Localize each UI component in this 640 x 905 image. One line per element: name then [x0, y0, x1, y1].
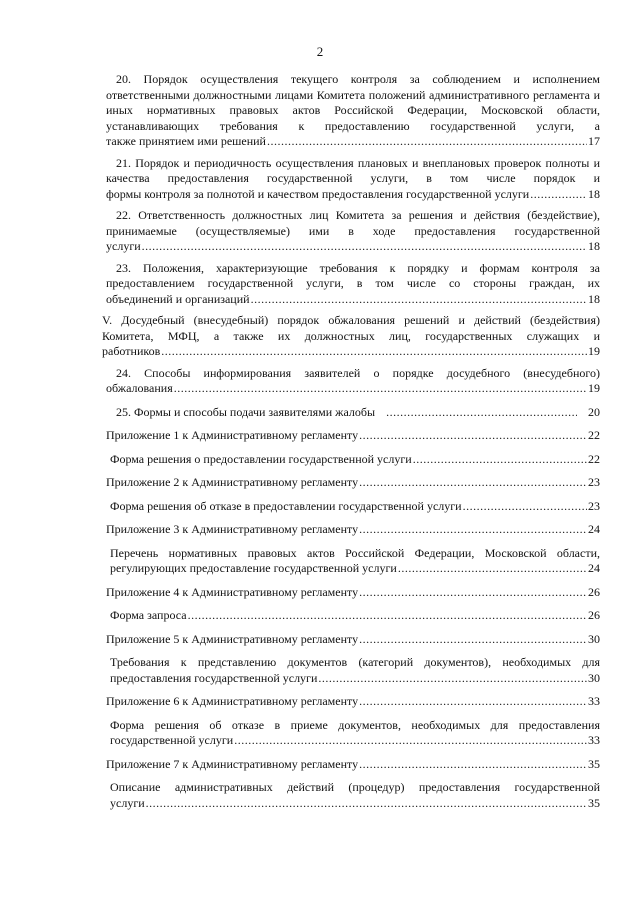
toc-page-number: 18 — [588, 239, 600, 253]
toc-entry-tail: регулирующих предоставление государственной услуги — [110, 561, 397, 575]
toc-appendix-1-form — [110, 452, 600, 468]
leader-dots — [251, 292, 587, 308]
toc-entry-tail: Форма запроса — [110, 608, 187, 622]
toc-entry-last-line — [106, 522, 600, 538]
toc-appendix-3-list — [110, 546, 600, 577]
toc-entry-last-line — [106, 428, 600, 444]
toc-page-number: 23 — [588, 498, 600, 513]
toc-entry-text: Требования к представлению документов (категорий документов), необходимых для — [110, 655, 600, 669]
toc-entry-last-line — [106, 585, 600, 601]
toc-entry-tail: Приложение 5 к Административному регламенту — [106, 631, 359, 646]
toc-page-number: 30 — [588, 670, 600, 685]
toc-appendix-3 — [106, 522, 600, 538]
toc-entry-20 — [106, 72, 600, 150]
toc-entry-text: 22. Ответственность должностных лиц Комитета за решения и действия (бездействие), принимаемые (осуществляемые) ими в ходе предоставления государственной — [106, 208, 600, 238]
toc-entry-tail: объединений и организаций — [106, 291, 250, 306]
toc-entry-last-line — [106, 757, 600, 773]
toc-appendix-1 — [106, 428, 600, 444]
toc-entry-tail: Приложение 7 к Административному регламенту — [106, 756, 359, 771]
toc-entry-text: Описание административных действий (процедур) предоставления государственной — [110, 780, 600, 794]
toc-page-number: 35 — [588, 795, 600, 810]
toc-entry-21 — [106, 156, 600, 203]
toc-page-number: 22 — [588, 428, 600, 442]
toc-entry-text: Перечень нормативных правовых актов Российской Федерации, Московской области, — [110, 545, 600, 560]
page-number: 2 — [316, 44, 324, 59]
toc-page-number: 30 — [588, 631, 600, 646]
toc-page-number: 26 — [588, 584, 600, 599]
toc-page-number: 19 — [588, 344, 600, 358]
toc-page-number: 33 — [588, 733, 600, 747]
toc-entry-last-line — [110, 499, 600, 515]
leader-dots — [359, 694, 587, 710]
leader-dots — [413, 452, 587, 468]
toc-page-number: 20 — [588, 404, 600, 419]
toc-page-number: 33 — [588, 694, 600, 708]
toc-entry-22 — [106, 208, 600, 255]
toc-entry-last-line — [110, 796, 600, 812]
leader-dots — [161, 344, 587, 360]
toc-appendix-5-requirements — [110, 655, 600, 686]
toc-section-v — [102, 313, 600, 360]
toc-appendix-6 — [106, 694, 600, 710]
toc-appendix-7-description — [110, 780, 600, 811]
toc-page-number: 23 — [588, 475, 600, 489]
toc-page-number: 35 — [588, 756, 600, 771]
toc-entry-text: V. Досудебный (внесудебный) порядок обжалования решений и действий (бездействия) Комитета, МФЦ, а также их должностных лиц, государственных служащих и — [102, 313, 600, 343]
leader-dots — [359, 757, 587, 773]
toc-entry-last-line — [110, 452, 600, 468]
leader-dots — [234, 733, 587, 749]
toc-page-number: 18 — [588, 291, 600, 306]
leader-dots — [188, 608, 587, 624]
toc-entry-tail: 25. Формы и способы подачи заявителями жалобы — [116, 404, 376, 419]
toc-entry-text: 20. Порядок осуществления текущего контроля за соблюдением и исполнением ответственными должностными лицами Комитета положений административного регламента и иных нормативных правовых актов Российской Федерации, Московской области, устанавливающих требования к предоставлению государственной услуги, а — [106, 72, 600, 133]
toc-appendix-2-form — [110, 499, 600, 515]
leader-dots — [359, 632, 587, 648]
leader-dots — [318, 671, 587, 687]
toc-entry-last-line — [106, 381, 600, 397]
toc-entry-text: 24. Способы информирования заявителей о порядке досудебного (внесудебного) — [116, 365, 600, 380]
toc-entry-text: 23. Положения, характеризующие требования к порядку и формам контроля за предоставлением государственной услуги, в том числе со стороны граждан, их — [106, 260, 600, 290]
toc-page-number: 18 — [588, 186, 600, 201]
toc-entry-text: Форма решения об отказе в приеме документов, необходимых для предоставления — [110, 717, 600, 732]
toc-entry-tail: Приложение 3 к Административному регламенту — [106, 522, 359, 536]
leader-dots — [376, 405, 577, 421]
toc-appendix-4 — [106, 585, 600, 601]
toc-entry-tail: работников — [102, 344, 161, 358]
toc-page-number: 17 — [588, 134, 600, 148]
leader-dots — [359, 522, 587, 538]
toc-entry-25 — [106, 405, 600, 421]
toc-entry-last-line — [106, 405, 600, 421]
toc-entry-last-line — [106, 475, 600, 491]
leader-dots — [530, 187, 587, 203]
toc-entry-last-line — [106, 134, 600, 150]
leader-dots — [398, 561, 587, 577]
toc-entry-tail: Приложение 4 к Административному регламенту — [106, 584, 359, 599]
toc-entry-last-line — [106, 239, 600, 255]
leader-dots — [174, 381, 587, 397]
toc-page-number: 22 — [588, 451, 600, 466]
table-of-contents — [102, 72, 600, 819]
toc-entry-tail: Форма решения о предоставлении государственной услуги — [110, 451, 412, 466]
toc-entry-tail: услуги — [106, 239, 141, 253]
toc-page-number: 19 — [588, 381, 600, 395]
toc-page-number: 24 — [588, 522, 600, 536]
toc-entry-tail: Приложение 1 к Административному регламенту — [106, 428, 359, 442]
toc-entry-last-line — [110, 561, 600, 577]
toc-entry-last-line — [110, 608, 600, 624]
toc-page-number: 24 — [588, 561, 600, 575]
toc-entry-last-line — [106, 292, 600, 308]
toc-page-number: 26 — [588, 608, 600, 622]
toc-entry-last-line — [106, 187, 600, 203]
toc-entry-last-line — [102, 344, 600, 360]
leader-dots — [359, 428, 587, 444]
leader-dots — [142, 239, 587, 255]
leader-dots — [146, 796, 587, 812]
leader-dots — [463, 499, 587, 515]
toc-entry-tail: Форма решения об отказе в предоставлении государственной услуги — [110, 498, 462, 513]
leader-dots — [359, 585, 587, 601]
toc-entry-last-line — [110, 671, 600, 687]
toc-appendix-4-form — [110, 608, 600, 624]
toc-entry-last-line — [110, 733, 600, 749]
toc-entry-tail: предоставления государственной услуги — [110, 670, 318, 685]
toc-entry-tail: услуги — [110, 795, 145, 810]
toc-entry-text: 21. Порядок и периодичность осуществления плановых и внеплановых проверок полноты и качества предоставления государственной услуги, в том числе порядок и — [106, 155, 600, 185]
toc-appendix-6-form — [110, 718, 600, 749]
toc-entry-tail: также принятием ими решений — [106, 134, 266, 148]
toc-appendix-2 — [106, 475, 600, 491]
leader-dots — [359, 475, 587, 491]
leader-dots — [267, 134, 587, 150]
toc-appendix-7 — [106, 757, 600, 773]
toc-entry-24 — [106, 366, 600, 397]
toc-entry-last-line — [106, 632, 600, 648]
toc-entry-tail: обжалования — [106, 381, 173, 395]
toc-appendix-5 — [106, 632, 600, 648]
toc-entry-23 — [106, 261, 600, 308]
toc-entry-tail: формы контроля за полнотой и качеством предоставления государственной услуги — [106, 186, 530, 201]
toc-entry-tail: Приложение 6 к Административному регламенту — [106, 694, 359, 708]
toc-entry-tail: Приложение 2 к Административному регламенту — [106, 475, 359, 489]
toc-entry-tail: государственной услуги — [110, 733, 234, 747]
toc-entry-last-line — [106, 694, 600, 710]
